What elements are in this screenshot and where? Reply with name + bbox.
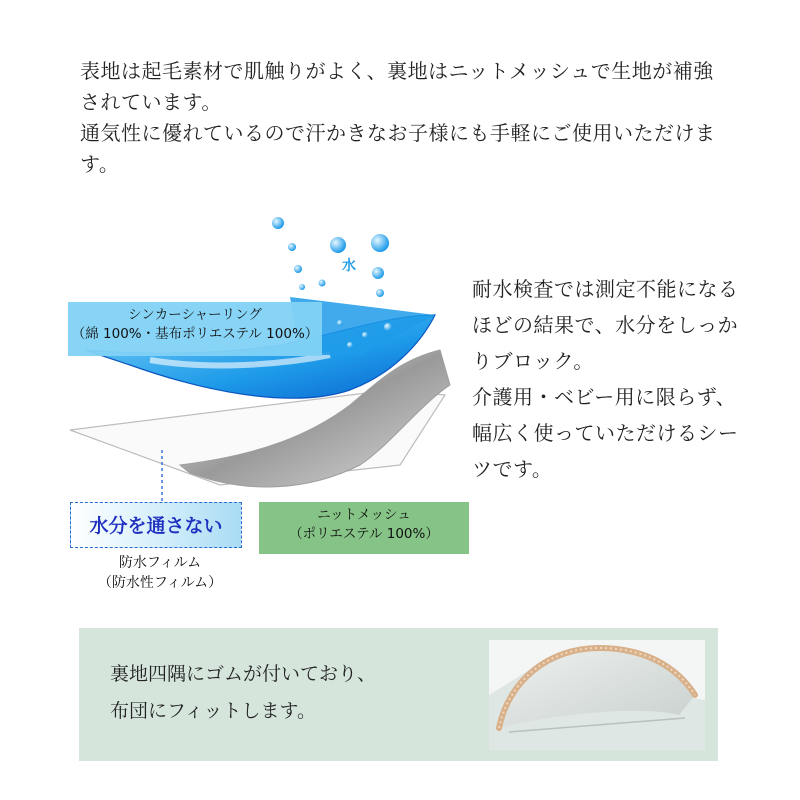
knit-title: ニットメッシュ [317, 507, 411, 523]
knit-mesh-label [259, 502, 469, 554]
film-detail: （防水性フィルム） [97, 575, 223, 591]
panel-line-1: 裏地四隅にゴムが付いており、 [110, 663, 377, 685]
knit-detail: （ポリエステル 100%） [289, 526, 439, 542]
intro-text [80, 56, 730, 180]
side-paragraph-1: 耐水検査では測定不能になるほどの結果で、水分をしっかりブロック。 [472, 277, 739, 373]
panel-line-2: 布団にフィットします。 [110, 700, 316, 722]
intro-paragraph-2: 通気性に優れているので汗かきなお子様にも手軽にご使用いただけます。 [80, 121, 716, 176]
sinker-detail: （綿 100%・基布ポリエステル 100%） [71, 326, 319, 342]
water-label: 水 [342, 258, 356, 274]
film-label [80, 553, 240, 593]
sinker-title: シンカーシャーリング [128, 307, 262, 323]
intro-paragraph-1: 表地は起毛素材で肌触りがよく、裏地はニットメッシュで生地が補強されています。 [80, 59, 714, 114]
sinker-shearing-label [68, 302, 322, 356]
side-paragraph-2: 介護用・ベビー用に限らず、幅広く使っていただけるシーツです。 [472, 385, 739, 481]
panel-text [110, 656, 460, 730]
elastic-corner-photo [489, 640, 705, 750]
film-title: 防水フィルム [118, 555, 202, 571]
side-description [472, 271, 742, 487]
waterproof-badge: 水分を通さない [70, 502, 242, 548]
